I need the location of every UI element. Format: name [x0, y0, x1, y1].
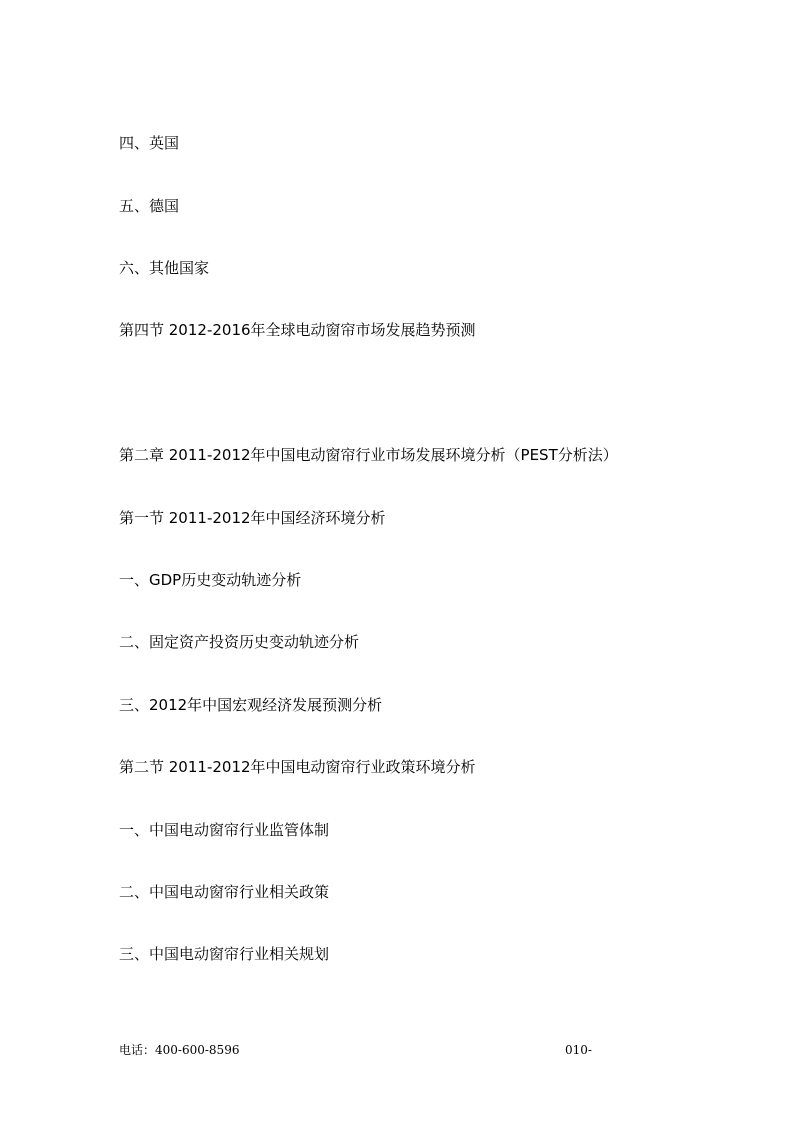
toc-item-related-planning: 三、中国电动窗帘行业相关规划: [119, 945, 330, 963]
footer-page-number: 010-: [565, 1043, 592, 1057]
toc-item-germany: 五、德国: [119, 197, 180, 215]
toc-item-other-countries: 六、其他国家: [119, 259, 210, 277]
toc-section-1-economy: 第一节 2011-2012年中国经济环境分析: [119, 509, 386, 527]
toc-section-4-forecast: 第四节 2012-2016年全球电动窗帘市场发展趋势预测: [119, 321, 476, 339]
toc-item-gdp: 一、GDP历史变动轨迹分析: [119, 571, 302, 589]
toc-item-uk: 四、英国: [119, 134, 180, 152]
toc-item-fixed-asset-investment: 二、固定资产投资历史变动轨迹分析: [119, 633, 360, 651]
toc-item-related-policies: 二、中国电动窗帘行业相关政策: [119, 883, 330, 901]
toc-section-2-policy: 第二节 2011-2012年中国电动窗帘行业政策环境分析: [119, 758, 476, 776]
toc-item-regulatory-system: 一、中国电动窗帘行业监管体制: [119, 821, 330, 839]
toc-item-macro-forecast: 三、2012年中国宏观经济发展预测分析: [119, 696, 383, 714]
toc-chapter-2-heading: 第二章 2011-2012年中国电动窗帘行业市场发展环境分析（PEST分析法）: [119, 446, 618, 464]
footer-phone: 电话：400-600-8596: [119, 1043, 240, 1057]
